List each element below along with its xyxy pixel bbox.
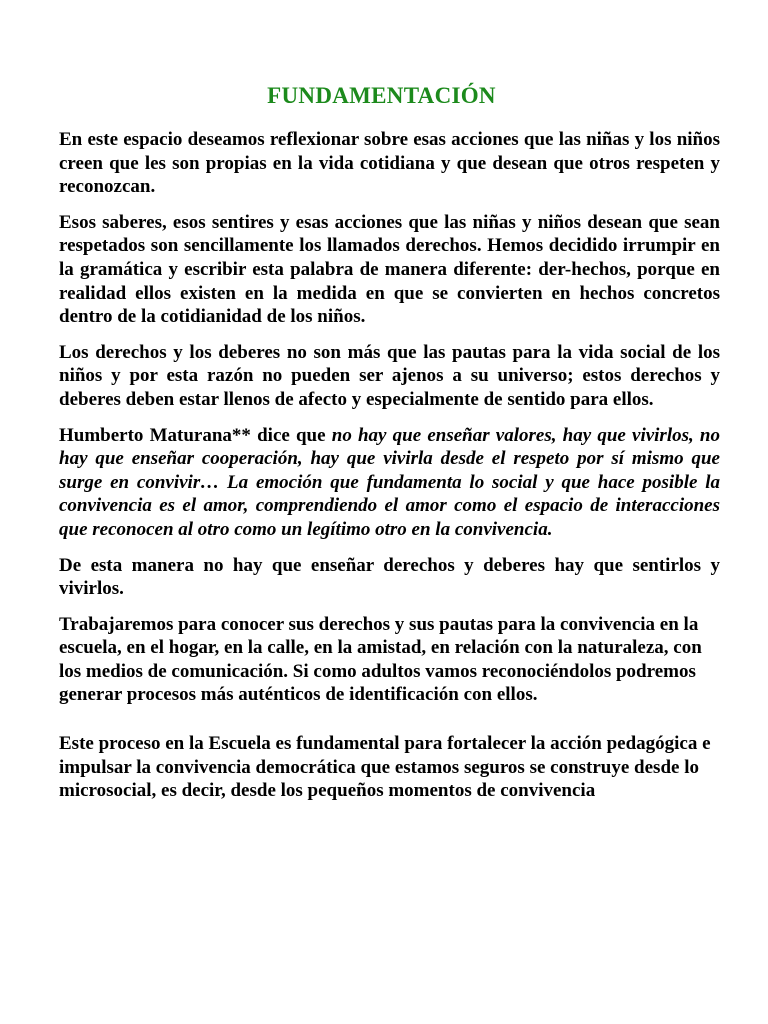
paragraph-4-maturana-quote — [59, 424, 720, 542]
paragraph-2: Esos saberes, esos sentires y esas acciones que las niñas y niños desean que sean respetados son sencillamente los llamados derechos. Hemos decidido irrumpir en la gramática y escribir esta palabra de manera diferente: der-hechos, porque en realidad ellos existen en la medida en que se convierten en hechos concretos dentro de la cotidianidad de los niños. — [59, 211, 720, 328]
paragraph-3: Los derechos y los deberes no son más que las pautas para la vida social de los niños y por esta razón no pueden ser ajenos a su universo; estos derechos y deberes deben estar llenos de afecto y especialmente de sentido para ellos. — [59, 341, 720, 410]
page-title: FUNDAMENTACIÓN — [267, 83, 496, 108]
paragraph-6: Trabajaremos para conocer sus derechos y sus pautas para la convivencia en la escuela, en el hogar, en la calle, en la amistad, en relación con la naturaleza, con los medios de comunicación. Si como adultos vamos reconociéndolos podremos generar procesos más auténticos de identificación con ellos. — [59, 613, 702, 706]
paragraph-1: En este espacio deseamos reflexionar sobre esas acciones que las niñas y los niños creen que les son propias en la vida cotidiana y que desean que otros respeten y reconozcan. — [59, 129, 720, 198]
quote-attribution: Humberto Maturana** dice que — [59, 424, 332, 446]
paragraph-7: Este proceso en la Escuela es fundamental para fortalecer la acción pedagógica e impulsar la convivencia democrática que estamos seguros se construye desde lo microsocial, es decir, desde los pequeños momentos de convivencia — [59, 733, 711, 802]
italic-quote: no hay que enseñar valores, hay que vivirlos, no hay que enseñar cooperación, hay que vivirla desde el respeto por sí mismo que surge en convivir… La emoción que fundamenta lo social y que hace posible la convivencia es el amor, comprendiendo el amor como el espacio de interacciones que reconocen al otro como un legítimo otro en la convivencia. — [59, 424, 720, 540]
paragraph-5: De esta manera no hay que enseñar derechos y deberes hay que sentirlos y vivirlos. — [59, 554, 720, 600]
